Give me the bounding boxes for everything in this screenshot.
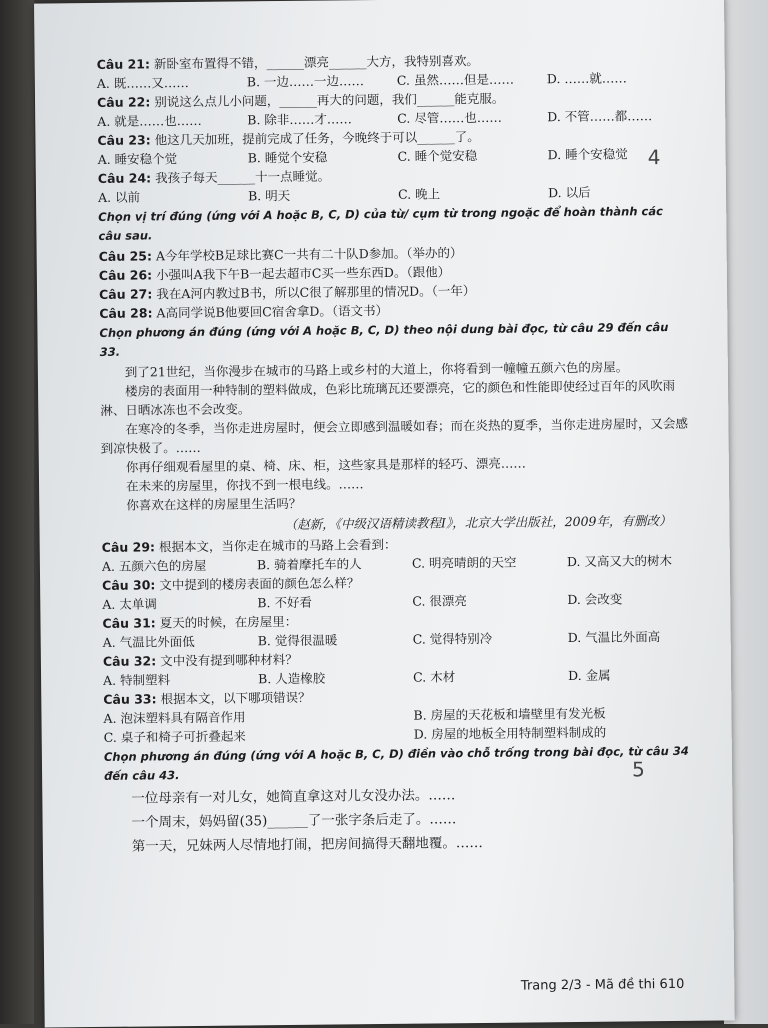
question-text: 小强叫A我下午B一起去超市C买一些东西D。（跟他） xyxy=(156,264,451,283)
question-text: 我在A河内教过B书，所以C很了解那里的情况D。（一年） xyxy=(156,283,476,302)
question-label: Câu 33: xyxy=(103,691,157,707)
option-d: D. 睡个安稳觉 xyxy=(547,146,628,163)
question-text: 他这几天加班，提前完成了任务，今晚终于可以______了。 xyxy=(154,128,480,148)
passage-paragraph: 你再仔细观看屋里的桌、椅、床、柜，这些家具是那样的轻巧、漂亮…… xyxy=(125,455,526,475)
option-a: A. 以前 xyxy=(97,189,141,205)
option-c: C. 很漂亮 xyxy=(412,593,467,609)
cloze-paragraph: 一位母亲有一对儿女，她简直拿这对儿女没办法。…… xyxy=(131,787,456,807)
option-a: A. 既……又…… xyxy=(96,74,189,91)
option-d: D. 又高又大的树木 xyxy=(566,552,672,570)
question-text: 新卧室布置得不错，______漂亮______大方，我特别喜欢。 xyxy=(153,52,479,72)
question-label: Câu 24: xyxy=(97,170,152,186)
option-b: B. 房屋的天花板和墙壁里有发光板 xyxy=(413,705,606,723)
option-a: A. 五颜六色的房屋 xyxy=(101,557,207,574)
option-a: A. 睡安稳个觉 xyxy=(97,151,178,167)
question-text: 根据本文，以下哪项错误？ xyxy=(160,689,311,707)
option-d: D. 房屋的地板全用特制塑料制成的 xyxy=(413,724,607,742)
option-c: C. 睡个觉安稳 xyxy=(397,147,478,164)
option-c: C. 尽管……也…… xyxy=(397,109,502,126)
exam-page xyxy=(34,0,735,1028)
page-footer: Trang 2/3 - Mã đề thi 610 xyxy=(520,976,685,994)
option-c: C. 明亮晴朗的天空 xyxy=(411,554,517,571)
option-a: A. 特制塑料 xyxy=(103,672,171,688)
passage-source: （赵新，《中级汉语精读教程I》，北京大学出版社，2009年，有删改） xyxy=(284,512,672,533)
question-label: Câu 32: xyxy=(102,653,157,669)
option-d: D. 会改变 xyxy=(567,591,623,608)
instruction-2: Chọn phương án đúng (ứng với A hoặc B, C, D) theo nội dung bài đọc, từ câu 29 đến câu 33. xyxy=(99,319,669,359)
option-b: B. 骑着摩托车的人 xyxy=(256,556,362,573)
option-d: D. ……就…… xyxy=(546,70,627,87)
instruction-1: Chọn vị trí đúng (ứng với A hoặc B, C, D) của từ/ cụm từ trong ngoặc để hoàn thành các câu sau. xyxy=(98,204,663,243)
question-label: Câu 31: xyxy=(102,615,156,631)
question-label: Câu 22: xyxy=(96,94,151,110)
passage-paragraph: 到了21世纪，当你漫步在城市的马路上或乡村的大道上，你将看到一幢幢五颜六色的房屋。 xyxy=(124,359,629,380)
option-b: B. 一边……一边…… xyxy=(246,73,365,90)
question-text: 根据本文，当你走在城市的马路上会看到： xyxy=(158,536,397,555)
question-text: A今年学校B足球比赛C一共有二十队D参加。（举办的） xyxy=(155,245,463,264)
question-text: A高同学说B他要回C宿舍拿D。（语文书） xyxy=(156,302,389,321)
option-d: D. 气温比外面高 xyxy=(567,629,661,646)
question-text: 我孩子每天______十一点睡觉。 xyxy=(155,168,331,186)
passage-paragraph: 你喜欢在这样的房屋里生活吗？ xyxy=(126,495,302,513)
question-label: Câu 28: xyxy=(99,305,153,321)
passage-paragraph: 在寒冷的冬季，当你走进房屋时，便会立即感到温暖如春；而在炎热的夏季，当你走进房屋时，又会感到凉快极了。…… xyxy=(100,415,689,456)
option-c: C. 桌子和椅子可折叠起来 xyxy=(103,728,246,745)
passage-paragraph: 在未来的房屋里，你找不到一根电线。…… xyxy=(125,476,364,494)
question-label: Câu 23: xyxy=(97,132,151,148)
option-d: D. 不管……都…… xyxy=(547,108,653,125)
option-b: B. 睡觉个安稳 xyxy=(247,149,328,166)
option-a: A. 太单调 xyxy=(102,596,157,612)
question-label: Câu 26: xyxy=(98,267,153,283)
instruction-3: Chọn phương án đúng (ứng với A hoặc B, C, D) điền vào chỗ trống trong bài đọc, từ câu 34 đến câu 43. xyxy=(103,743,689,783)
option-c: C. 木材 xyxy=(413,669,456,685)
option-c: C. 晚上 xyxy=(397,186,441,202)
question-text: 文中没有提到哪种材料？ xyxy=(160,651,298,669)
option-a: A. 泡沫塑料具有隔音作用 xyxy=(103,709,246,726)
cloze-passage xyxy=(104,781,695,859)
question-label: Câu 25: xyxy=(98,248,153,264)
background-left xyxy=(0,0,34,1024)
handwritten-score-mark: 4 xyxy=(647,145,661,170)
question-label: Câu 27: xyxy=(98,286,153,302)
exam-content xyxy=(97,49,695,859)
option-b: B. 觉得很温暖 xyxy=(257,632,338,649)
question-label: Câu 30: xyxy=(102,577,156,593)
option-d: D. 以后 xyxy=(547,184,591,201)
question-text: 别说这么点儿小问题，______再大的问题，我们______能克服。 xyxy=(154,90,505,110)
passage-paragraph: 楼房的表面用一种特制的塑料做成，色彩比琉璃瓦还要漂亮，它的颜色和性能即使经过百年的风吹雨淋、日晒冰冻也不会改变。 xyxy=(100,377,676,418)
question-text: 文中提到的楼房表面的颜色怎么样？ xyxy=(159,575,360,593)
question-text: 夏天的时候，在房屋里： xyxy=(159,613,298,631)
option-a: A. 就是……也…… xyxy=(97,112,202,129)
option-c: C. 觉得特别冷 xyxy=(412,630,493,647)
option-c: C. 虽然……但是…… xyxy=(396,71,514,88)
option-b: B. 不好看 xyxy=(257,594,313,611)
handwritten-score-mark: 5 xyxy=(631,757,645,782)
option-d: D. 金属 xyxy=(568,667,611,684)
cloze-paragraph: 第一天，兄妹两人尽情地打闹，把房间搞得天翻地覆。…… xyxy=(131,834,483,855)
option-b: B. 除非……才…… xyxy=(247,111,352,128)
question-label: Câu 29: xyxy=(101,539,156,555)
cloze-paragraph: 一个周末，妈妈留(35)______了一张字条后走了。…… xyxy=(131,811,457,831)
options-33 xyxy=(103,703,693,747)
option-a: A. 气温比外面低 xyxy=(102,633,195,650)
question-label: Câu 21: xyxy=(96,56,151,72)
option-b: B. 明天 xyxy=(247,187,291,204)
option-b: B. 人造橡胶 xyxy=(258,670,326,687)
